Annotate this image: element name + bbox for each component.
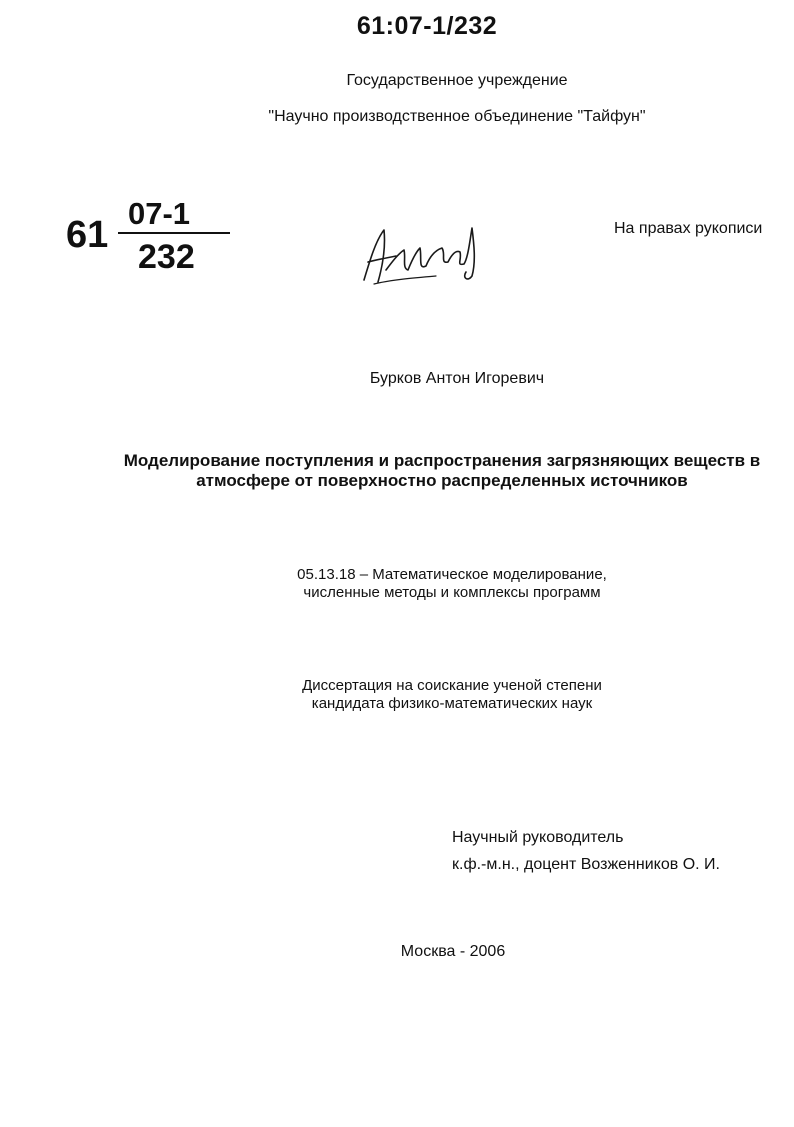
supervisor-name: к.ф.-м.н., доцент Возженников О. И. [452, 856, 720, 873]
author-name: Бурков Антон Игоревич [369, 370, 545, 387]
supervisor [452, 824, 720, 878]
specialty-line-1: 05.13.18 – Математическое моделирование, [297, 566, 607, 583]
supervisor-role: Научный руководитель [452, 829, 624, 846]
handwritten-signature-icon [356, 210, 486, 294]
dissertation-title [40, 451, 794, 491]
archive-code: 61:07-1/232 [356, 12, 498, 40]
institution-name: "Научно производственное объединение "Тайфун" [268, 108, 646, 125]
library-stamp [66, 196, 236, 280]
stamp-numerator: 07-1 [128, 196, 191, 231]
title-line-1: Моделирование поступления и распространения загрязняющих веществ в [123, 451, 761, 470]
city-year: Москва - 2006 [400, 943, 506, 960]
stamp-fraction-line [118, 232, 230, 234]
stamp-denominator: 232 [138, 238, 195, 276]
degree [0, 677, 794, 713]
degree-line-2: кандидата физико-математических наук [311, 695, 593, 712]
degree-line-1: Диссертация на соискание ученой степени [302, 677, 602, 694]
specialty-line-2: численные методы и комплексы программ [303, 584, 601, 601]
title-line-2: атмосфере от поверхностно распределенных источников [196, 471, 688, 490]
stamp-left-number: 61 [66, 214, 109, 256]
specialty [0, 566, 794, 602]
institution-type: Государственное учреждение [346, 72, 568, 89]
rights-note: На правах рукописи [614, 220, 763, 237]
